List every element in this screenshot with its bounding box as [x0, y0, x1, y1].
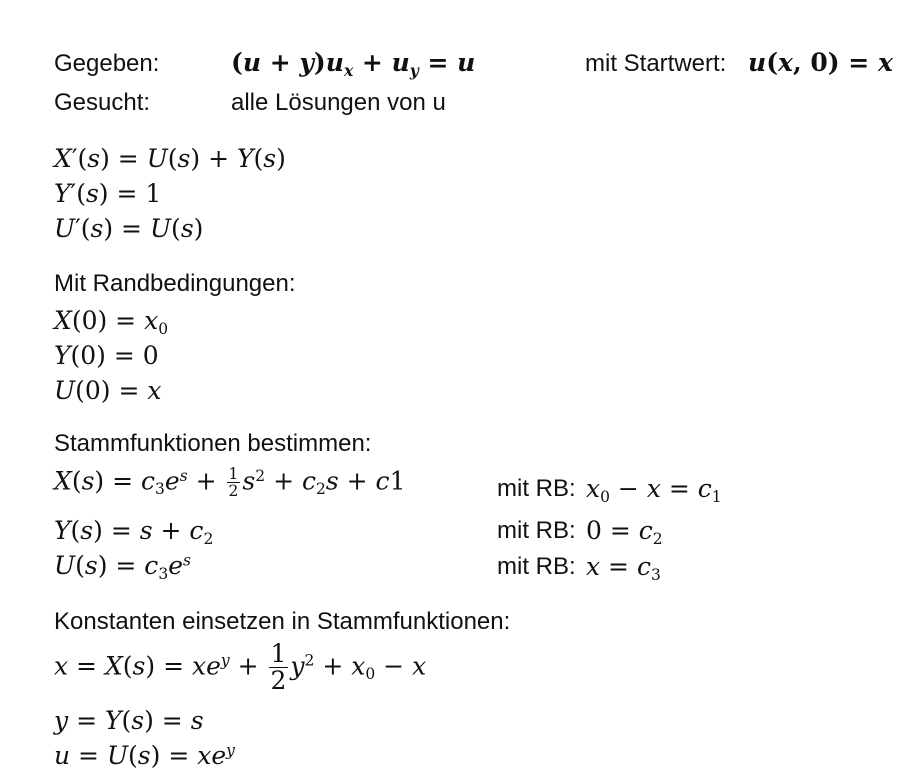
boundary-heading: Mit Randbedingungen: [54, 270, 296, 297]
substitution-x: $x = X(s) = xe^y$ + $\frac{1}{2}$ $y^2 + x_0 - x$ [54, 639, 427, 696]
startwert-label: mit Startwert: [585, 50, 727, 77]
gesucht-label: Gesucht: [54, 89, 151, 116]
rb-equation-1: $x_0 - x = c_1$ [586, 474, 722, 506]
gesucht-text: alle Lösungen von u [231, 89, 446, 116]
ode-x: X′(s) = U(s) + Y(s) [54, 144, 286, 173]
gegeben-label: Gegeben: [54, 50, 160, 77]
substitution-heading: Konstanten einsetzen in Stammfunktionen: [54, 608, 511, 635]
antiderivative-u: $U(s) = c_3e^s$ [54, 551, 191, 583]
antiderivatives-heading: Stammfunktionen bestimmen: [54, 430, 372, 457]
boundary-y: Y(0) = 0 [54, 341, 159, 370]
rb-label-1: mit RB: [497, 475, 576, 502]
rb-equation-3: $x = c_3$ [586, 552, 661, 584]
antiderivative-y: $Y(s) = s + c_2$ [54, 516, 214, 548]
gegeben-equation: $(u + y)u_x + u_y = u$ [231, 48, 476, 80]
boundary-u: U(0) = x [54, 376, 162, 405]
rb-label-3: mit RB: [497, 553, 576, 580]
boundary-x: $X(0) = x_0$ [54, 306, 169, 338]
ode-y: Y′(s) = 1 [54, 179, 162, 208]
rb-equation-2: $0 = c_2$ [586, 516, 663, 548]
substitution-u: $u = U(s) = xe^y$ [54, 741, 235, 770]
antiderivative-x: $X(s) = c_3e^s$ + $\frac{1}{2}$ $s^2 + c_2s + c1$ [54, 465, 406, 501]
ode-u: U′(s) = U(s) [54, 214, 204, 243]
startwert-equation: u(x, 0) = x [748, 48, 893, 77]
substitution-y: y = Y(s) = s [54, 706, 204, 735]
rb-label-2: mit RB: [497, 517, 576, 544]
